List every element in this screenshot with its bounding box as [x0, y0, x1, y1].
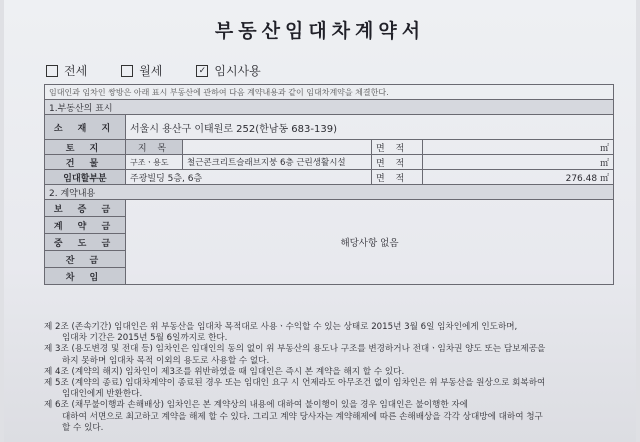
- contract-row-label: 잔 금: [45, 251, 126, 268]
- contract-type-options: [46, 62, 261, 79]
- checked-checkbox-icon[interactable]: ✓: [196, 65, 208, 77]
- area-label: 면 적: [372, 155, 423, 170]
- contract-row-label: 보 증 금: [45, 200, 126, 217]
- contract-row-label: 중 도 금: [45, 234, 126, 251]
- jimok-value: [183, 140, 372, 155]
- clause-line: 임대인에게 반환한다.: [62, 389, 143, 400]
- rent-part-label: 임대할부분: [45, 170, 126, 185]
- type-label: 전세: [64, 64, 88, 78]
- area-unit: ㎡: [599, 173, 609, 184]
- checkbox-icon[interactable]: [46, 65, 58, 77]
- clause-line: 할 수 있다.: [62, 422, 104, 433]
- area-unit: ㎡: [423, 140, 614, 155]
- type-wolse[interactable]: [121, 62, 162, 79]
- location-value: 서울시 용산구 이태원로 252(한남동 683-139): [126, 115, 614, 140]
- area-unit: ㎡: [423, 155, 614, 170]
- structure-value: 철근콘크리트슬래브지붕 6층 근린생활시설: [183, 155, 372, 170]
- location-label: 소 재 지: [45, 115, 126, 140]
- section-contract: 2. 계약내용: [45, 185, 614, 200]
- clause-line: 제 2조 (존속기간) 임대인은 위 부동산을 임대차 목적대로 사용ㆍ수익할 수 있는 상태로 2015년 3월 6일 임차인에게 인도하며,: [44, 322, 518, 332]
- clause-line: 제 5조 (계약의 종료) 임대차계약이 종료된 경우 또는 임대인 요구 시 언제라도 아무조건 없이 임차인은 위 부동산을 원상으로 회복하여: [44, 378, 546, 389]
- type-label: 월세: [139, 64, 163, 78]
- building-label: 건 물: [45, 155, 126, 170]
- type-label: 임시사용: [214, 64, 261, 78]
- intro-text: 임대인과 임차인 쌍방은 아래 표시 부동산에 관하여 다음 계약내용과 같이 임대차계약을 체결한다.: [45, 85, 614, 100]
- jimok-label: 지 목: [126, 140, 183, 155]
- rent-part-value: 주광빌딩 5층, 6층: [126, 170, 372, 185]
- contract-row-label: 계 약 금: [45, 217, 126, 234]
- contract-row-label: 차 임: [45, 268, 126, 285]
- clause-line: 제 6조 (채무불이행과 손해배상) 임차인은 본 계약상의 내용에 대하여 불이행이 있을 경우 임대인은 불이행한 자에: [44, 400, 468, 411]
- clause-line: 제 3조 (용도변경 및 전대 등) 임차인은 임대인의 동의 없이 위 부동산의 용도나 구조를 변경하거나 전대ㆍ임차권 양도 또는 담보제공을: [44, 344, 546, 355]
- land-label: 토 지: [45, 140, 126, 155]
- clause-line: 제 4조 (계약의 해지) 임차인이 제3조를 위반하였을 때 임대인은 즉시 본 계약을 해지 할 수 있다.: [44, 366, 405, 377]
- rent-area-value: 276.48: [565, 173, 598, 184]
- contract-note: 해당사항 없음: [126, 200, 614, 285]
- document-title: 부동산임대차계약서: [214, 20, 426, 42]
- structure-label: 구조ㆍ용도: [126, 155, 183, 170]
- area-label: 면 적: [372, 140, 423, 155]
- area-label: 면 적: [372, 170, 423, 185]
- type-temporary-use[interactable]: [196, 62, 260, 79]
- clause-line: 대하여 서면으로 최고하고 계약을 해제 할 수 있다. 그리고 계약 당사자는 계약해제에 따른 손해배상을 각각 상대방에 대하여 청구: [62, 411, 543, 422]
- contract-clauses: [44, 322, 624, 434]
- rent-area: [423, 170, 614, 185]
- type-jeonse[interactable]: [46, 62, 87, 79]
- checkbox-icon[interactable]: [121, 65, 133, 77]
- contract-sheet: [4, 0, 636, 442]
- section-property: 1.부동산의 표시: [45, 100, 614, 115]
- clause-line: 하지 못하며 임대차 목적 이외의 용도로 사용할 수 없다.: [62, 355, 270, 366]
- contract-table: [44, 84, 614, 285]
- clause-line: 임대차 기간은 2015년 5월 6일까지로 한다.: [62, 333, 228, 344]
